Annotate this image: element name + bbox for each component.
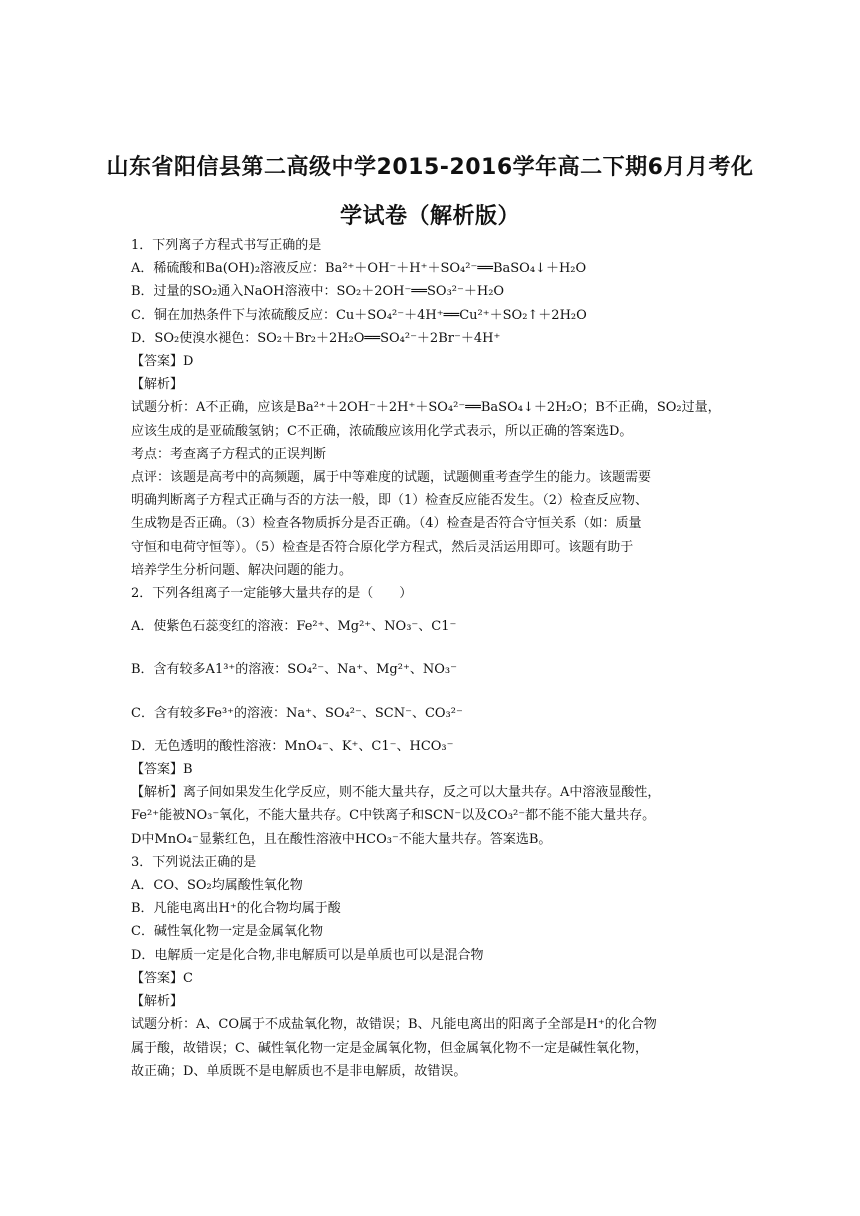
analysis-text: 【解析】离子间如果发生化学反应，则不能大量共存，反之可以大量共存。A中溶液显酸性， [131,785,661,801]
exam-content [131,234,737,1083]
question-stem: 1．下列离子方程式书写正确的是 [131,238,322,253]
option-c: C．铜在加热条件下与浓硫酸反应：Cu＋SO₄²⁻＋4H⁺══Cu²⁺＋SO₂↑＋2H₂O [131,307,587,323]
comment-text: 守恒和电荷守恒等）。（5）检查是否符合原化学方程式，然后灵活运用即可。该题有助于 [131,539,634,555]
answer-label: 【答案】D [131,354,194,370]
option-b: B．凡能电离出H⁺的化合物均属于酸 [131,901,341,917]
option-c: C．碱性氧化物一定是金属氧化物 [131,924,323,940]
option-d: D．电解质一定是化合物,非电解质可以是单质也可以是混合物 [131,947,484,963]
document-title-line-2: 学试卷（解析版） [339,204,520,229]
question-stem: 3．下列说法正确的是 [131,854,257,870]
option-d: D．SO₂使溴水褪色：SO₂＋Br₂＋2H₂O══SO₄²⁻＋2Br⁻＋4H⁺ [131,330,501,346]
comment-text: 生成物是否正确。（3）检查各物质拆分是否正确。（4）检查是否符合守恒关系（如：质量 [131,516,642,532]
comment-text: 明确判断离子方程式正确与否的方法一般，即（1）检查反应能否发生。（2）检查反应物、 [131,493,649,509]
kaodian-text: 考点：考查离子方程式的正误判断 [131,446,327,462]
analysis-heading: 【解析】 [131,994,184,1010]
question-3 [131,851,737,1083]
analysis-text: 试题分析：A、CO属于不成盐氧化物，故错误；B、凡能电离出的阳离子全部是H⁺的化合物 [131,1017,657,1033]
question-2 [131,582,737,851]
analysis-text: Fe²⁺能被NO₃⁻氧化，不能大量共存。C中铁离子和SCN⁻以及CO₃²⁻都不能不能大量共存。 [131,808,656,824]
analysis-text: 故正确；D、单质既不是电解质也不是非电解质，故错误。 [131,1063,467,1079]
comment-text: 培养学生分析问题、解决问题的能力。 [131,562,353,578]
analysis-text: D中MnO₄⁻显紫红色，且在酸性溶液中HCO₃⁻不能大量共存。答案选B。 [131,831,552,847]
comment-text: 点评：该题是高考中的高频题，属于中等难度的试题，试题侧重考查学生的能力。该题需要 [131,470,652,486]
document-title-line-1: 山东省阳信县第二高级中学2015-2016学年高二下期6月月考化 [106,155,754,180]
analysis-heading: 【解析】 [131,377,184,393]
answer-label: 【答案】C [131,970,193,986]
option-d: D．无色透明的酸性溶液：MnO₄⁻、K⁺、C1⁻、HCO₃⁻ [131,738,454,754]
analysis-text: 试题分析：A不正确，应该是Ba²⁺＋2OH⁻＋2H⁺＋SO₄²⁻══BaSO₄↓＋2H₂O；B不正确，SO₂过量， [131,400,721,416]
option-b: B．过量的SO₂通入NaOH溶液中：SO₂＋2OH⁻══SO₃²⁻＋H₂O [131,284,505,300]
analysis-text: 应该生成的是亚硫酸氢钠；C不正确，浓硫酸应该用化学式表示，所以正确的答案选D。 [131,423,633,439]
answer-label: 【答案】B [131,762,193,778]
question-1 [131,234,737,582]
option-c: C．含有较多Fe³⁺的溶液：Na⁺、SO₄²⁻、SCN⁻、CO₃²⁻ [131,705,463,721]
option-b: B．含有较多A1³⁺的溶液：SO₄²⁻、Na⁺、Mg²⁺、NO₃⁻ [131,662,457,678]
option-a: A．稀硫酸和Ba(OH)₂溶液反应：Ba²⁺＋OH⁻＋H⁺＋SO₄²⁻══BaSO₄↓＋H₂O [131,261,587,277]
option-a: A．使紫色石蕊变红的溶液：Fe²⁺、Mg²⁺、NO₃⁻、C1⁻ [131,619,457,635]
question-stem: 2．下列各组离子一定能够大量共存的是（ ） [131,586,413,602]
option-a: A．CO、SO₂均属酸性氧化物 [131,878,303,894]
analysis-text: 属于酸，故错误；C、碱性氧化物一定是金属氧化物，但金属氧化物不一定是碱性氧化物， [131,1040,648,1056]
